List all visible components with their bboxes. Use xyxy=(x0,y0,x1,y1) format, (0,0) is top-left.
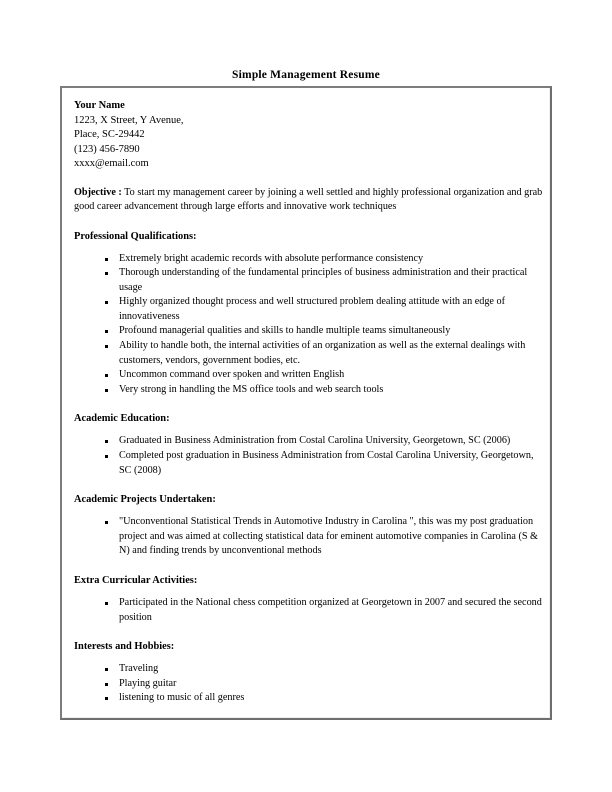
list-interests-hobbies xyxy=(74,662,537,706)
candidate-name: Your Name xyxy=(74,100,125,111)
bullet-square-icon xyxy=(105,602,108,605)
bullet-square-icon xyxy=(105,668,108,671)
bullet-square-icon xyxy=(105,301,108,304)
objective-text: To start my management career by joining a well settled and highly professional organization and grab good career advancement through large efforts and innovative work techniques xyxy=(74,186,543,212)
bullet-square-icon xyxy=(105,697,108,700)
page-title: Simple Management Resume xyxy=(232,69,380,81)
address-line: Place, SC-29442 xyxy=(74,129,145,140)
list-item-text: "Unconventional Statistical Trends in Automotive Industry in Carolina ", this was my post graduation project and was aimed at collecting statistical data for eminent automotive companies in Carolina (S & N) and finding trends by unconventional methods xyxy=(119,516,538,557)
list-professional-qualifications xyxy=(74,252,537,398)
list-item-text: Ability to handle both, the internal activities of an organization as well as the external dealings with customers, vendors, government bodies, etc. xyxy=(119,340,526,366)
section-heading-academic-education: Academic Education: xyxy=(74,413,170,425)
list-item-text: Highly organized thought process and well structured problem dealing attitude with an edge of innovativeness xyxy=(119,296,505,322)
list-item xyxy=(74,596,544,625)
section-heading-extra-curricular: Extra Curricular Activities: xyxy=(74,575,198,586)
list-academic-projects xyxy=(74,515,537,559)
list-item-text: Uncommon command over spoken and written English xyxy=(119,369,345,381)
email-address: xxxx@email.com xyxy=(74,158,149,169)
list-item-text: Thorough understanding of the fundamental principles of business administration and their practical usage xyxy=(119,267,528,293)
list-item-text: Playing guitar xyxy=(119,677,177,689)
bullet-square-icon xyxy=(105,683,108,686)
list-item xyxy=(74,324,544,339)
list-item xyxy=(74,339,544,368)
section-heading-professional-qualifications: Professional Qualifications: xyxy=(74,230,197,242)
resume-content-box xyxy=(60,86,552,720)
list-item xyxy=(74,449,544,478)
list-item xyxy=(74,662,544,677)
bullet-square-icon xyxy=(105,345,108,348)
list-item xyxy=(74,368,544,383)
list-item xyxy=(74,266,544,295)
list-item xyxy=(74,383,544,398)
list-item xyxy=(74,677,544,692)
list-item xyxy=(74,434,544,449)
objective-label: Objective : xyxy=(74,186,122,198)
resume-inner xyxy=(62,88,550,718)
list-item-text: Traveling xyxy=(119,663,159,675)
list-item xyxy=(74,515,544,559)
list-item xyxy=(74,691,544,706)
bullet-square-icon xyxy=(105,258,108,261)
list-item-text: Graduated in Business Administration from Costal Carolina University, Georgetown, SC (2006) xyxy=(119,435,511,447)
list-item xyxy=(74,252,544,267)
list-item-text: Profound managerial qualities and skills to handle multiple teams simultaneously xyxy=(119,325,451,337)
list-extra-curricular xyxy=(74,596,542,625)
list-item-text: Participated in the National chess competition organized at Georgetown in 2007 and secured the second position xyxy=(119,597,542,623)
contact-address-block xyxy=(74,114,537,172)
bullet-square-icon xyxy=(105,389,108,392)
objective-paragraph xyxy=(74,186,546,215)
section-heading-academic-projects: Academic Projects Undertaken: xyxy=(74,494,216,506)
bullet-square-icon xyxy=(105,521,108,524)
list-item-text: Extremely bright academic records with absolute performance consistency xyxy=(119,252,424,264)
list-item-text: Very strong in handling the MS office tools and web search tools xyxy=(119,383,384,395)
bullet-square-icon xyxy=(105,272,108,275)
bullet-square-icon xyxy=(105,374,108,377)
section-heading-interests-hobbies: Interests and Hobbies: xyxy=(74,641,175,653)
bullet-square-icon xyxy=(105,455,108,458)
list-item xyxy=(74,295,544,324)
list-item-text: Completed post graduation in Business Administration from Costal Carolina University, Georgetown, SC (2008) xyxy=(119,450,534,476)
list-item-text: listening to music of all genres xyxy=(119,692,245,704)
phone-number: (123) 456-7890 xyxy=(74,143,140,155)
list-academic-education xyxy=(74,434,537,478)
bullet-square-icon xyxy=(105,440,108,443)
bullet-square-icon xyxy=(105,330,108,333)
address-line: 1223, X Street, Y Avenue, xyxy=(74,114,184,126)
